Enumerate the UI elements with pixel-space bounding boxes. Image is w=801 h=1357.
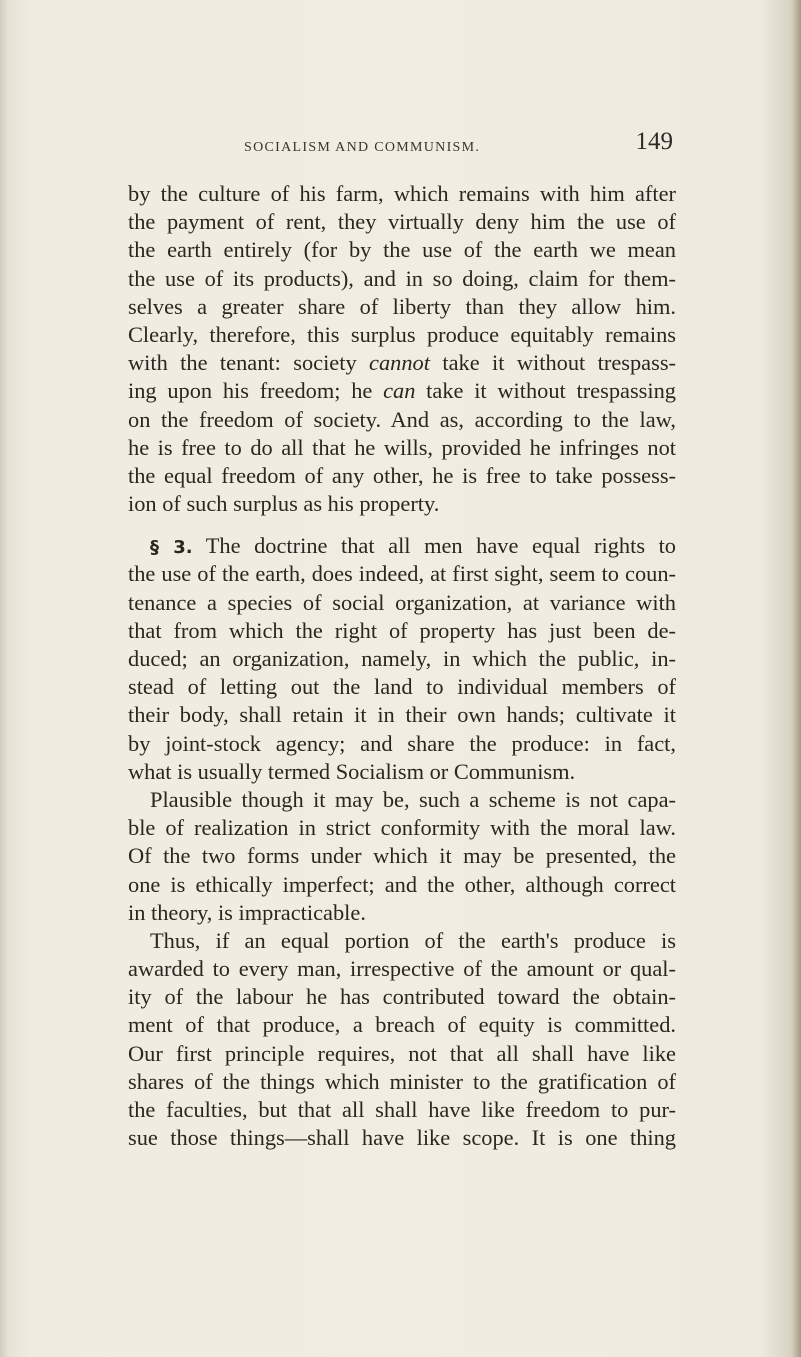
text-line: stead of letting out the land to individual members of bbox=[128, 674, 676, 700]
text-line: Clearly, therefore, this surplus produce equitably remains bbox=[128, 321, 676, 347]
body-text bbox=[128, 180, 676, 1152]
italic-emphasis: cannot bbox=[369, 350, 430, 376]
text-line: selves a greater share of liberty than they allow him. bbox=[128, 293, 676, 319]
paragraph-continuation bbox=[128, 180, 676, 518]
paragraph bbox=[128, 786, 676, 927]
text-line: in theory, is impracticable. bbox=[128, 899, 366, 925]
text-line: by the culture of his farm, which remains with him after bbox=[128, 181, 676, 206]
text-line: tenance a species of social organization, at variance with bbox=[128, 589, 676, 615]
text-line: awarded to every man, irrespective of the amount or qual- bbox=[128, 956, 676, 982]
section-label: § 3. bbox=[150, 537, 193, 559]
page-gutter-shadow bbox=[0, 0, 8, 1357]
text-line: Of the two forms under which it may be presented, the bbox=[128, 843, 676, 869]
paragraph bbox=[128, 927, 676, 1153]
text-line: the payment of rent, they virtually deny him the use of bbox=[128, 209, 676, 235]
page-number: 149 bbox=[635, 128, 673, 155]
text-line bbox=[128, 349, 676, 377]
text-line: ment of that produce, a breach of equity is committed. bbox=[128, 1012, 676, 1038]
text-line: the earth entirely (for by the use of the earth we mean bbox=[128, 237, 676, 263]
text-line: Thus, if an equal portion of the earth's produce is bbox=[150, 927, 676, 953]
text-line: Our first principle requires, not that all shall have like bbox=[128, 1040, 676, 1066]
text-fragment: with the tenant: society bbox=[128, 350, 370, 376]
page-edge-shadow bbox=[791, 0, 801, 1357]
text-line: the equal freedom of any other, he is free to take possess- bbox=[128, 462, 676, 488]
text-line: duced; an organization, namely, in which the public, in- bbox=[128, 646, 676, 671]
text-fragment: The doctrine that all men have equal rights to bbox=[192, 533, 676, 559]
text-line: the faculties, but that all shall have like freedom to pur- bbox=[128, 1097, 676, 1122]
text-line: ion of such surplus as his property. bbox=[128, 491, 440, 517]
text-line: that from which the right of property has just been de- bbox=[128, 617, 676, 643]
text-line: one is ethically imperfect; and the other, although correct bbox=[128, 871, 676, 897]
italic-emphasis: can bbox=[383, 378, 416, 404]
text-line: on the freedom of society. And as, according to the law, bbox=[128, 406, 676, 432]
text-line: by joint-stock agency; and share the produce: in fact, bbox=[128, 730, 676, 756]
text-fragment: take it without trespassing bbox=[415, 378, 677, 404]
text-line: what is usually termed Socialism or Communism. bbox=[128, 758, 576, 784]
text-line bbox=[128, 532, 676, 560]
paragraph-gap bbox=[128, 518, 676, 532]
text-line: he is free to do all that he wills, provided he infringes not bbox=[128, 434, 676, 460]
text-fragment: take it without trespass- bbox=[429, 350, 676, 376]
text-line: Plausible though it may be, such a scheme is not capa- bbox=[150, 786, 676, 812]
text-line: their body, shall retain it in their own hands; cultivate it bbox=[128, 702, 676, 728]
section-paragraph bbox=[128, 532, 676, 786]
text-line: shares of the things which minister to the gratification of bbox=[128, 1068, 676, 1094]
text-line: ity of the labour he has contributed toward the obtain- bbox=[128, 984, 676, 1010]
running-head bbox=[128, 128, 673, 168]
text-line bbox=[128, 377, 676, 405]
text-line: sue those things—shall have like scope. It is one thing bbox=[128, 1125, 676, 1151]
text-fragment: ing upon his freedom; he bbox=[128, 378, 384, 404]
text-line: the use of its products), and in so doing, claim for them- bbox=[128, 265, 676, 291]
text-line: ble of realization in strict conformity with the moral law. bbox=[128, 815, 676, 841]
running-title: SOCIALISM AND COMMUNISM. bbox=[244, 140, 481, 155]
text-line: the use of the earth, does indeed, at first sight, seem to coun- bbox=[128, 561, 676, 587]
